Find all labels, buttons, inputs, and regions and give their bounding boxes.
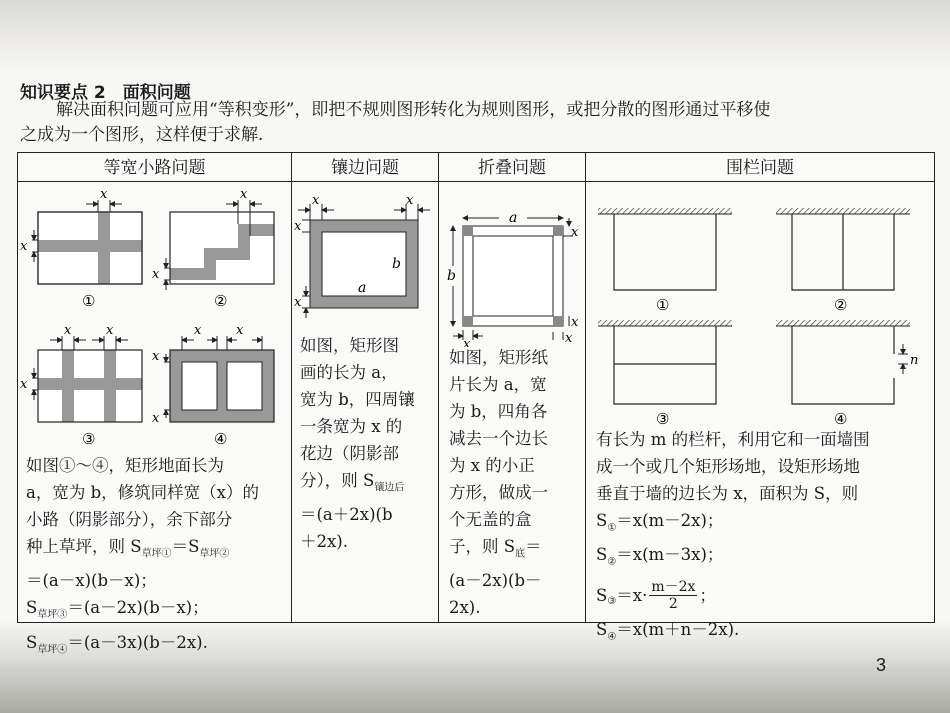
path-figure-2 <box>152 187 274 310</box>
x-label: x <box>236 323 244 338</box>
x-label: x <box>240 187 248 202</box>
figure-label-2: ② <box>214 292 228 310</box>
header-border: 镶边问题 <box>292 153 439 182</box>
header-fence: 围栏问题 <box>586 153 935 182</box>
x-label: x <box>20 377 28 392</box>
formula-line-1b: ＝(a－x)(b－x)； <box>26 571 157 591</box>
fence-figure-2 <box>776 208 910 314</box>
svg-text:④: ④ <box>834 410 848 428</box>
b-label: b <box>447 268 456 284</box>
x-label: x <box>106 323 114 338</box>
a-label: a <box>509 210 518 226</box>
folding-description: 如图，矩形纸 片长为 a，宽 为 b，四角各 减去一个边长 为 x 的小正 方形，做成一 个无盖的盒 子，则 $S_底=$ (a－2x)(b－ 2x). <box>449 344 583 621</box>
x-label: x <box>152 411 160 426</box>
area-problems-table <box>17 152 935 655</box>
x-label: x <box>565 331 573 346</box>
formula-line-3: $S_{草坪④}=(a-3x)(b-2x)$. <box>26 632 208 655</box>
x-label: x <box>571 225 579 240</box>
intro-line-2: 之成为一个图形，这样便于求解. <box>20 125 264 145</box>
text-line: 如图①～④，矩形地面长为 <box>26 456 224 475</box>
svg-text:①: ① <box>656 296 670 314</box>
folding-diagram <box>439 182 586 347</box>
x-label: x <box>463 337 471 347</box>
section-title: 知识要点 2 面积问题 <box>20 83 191 103</box>
header-paths: 等宽小路问题 <box>18 153 292 182</box>
header-folding: 折叠问题 <box>439 153 586 182</box>
border-diagram <box>292 182 439 332</box>
x-label: x <box>312 193 320 208</box>
fence-formula-3: S $_③$ ＝x· m－2x 2 ； <box>596 579 716 613</box>
figure-label-4: ④ <box>214 430 228 448</box>
x-label: x <box>294 219 302 234</box>
paths-diagrams <box>18 182 292 467</box>
fence-figure-4 <box>776 320 918 428</box>
text-line: a，宽为 b，修筑同样宽（x）的 <box>26 483 259 502</box>
text-line: 小路（阴影部分），余下部分 <box>26 510 233 529</box>
table-header-row <box>18 153 935 182</box>
path-figure-3 <box>20 323 142 448</box>
fence-diagrams <box>586 182 935 447</box>
border-description: 如图，矩形图 画的长为 a， 宽为 b，四周镶 一条宽为 x 的 花边（阴影部 分），则 $S_{镶边后}$ ＝(a＋2x)(b ＋2x). <box>300 332 435 555</box>
x-label: x <box>194 323 202 338</box>
fence-formula-1: $S_①=x(m-2x)$； <box>596 511 724 534</box>
a-label: a <box>358 280 367 296</box>
fraction: m－2x 2 <box>651 579 696 613</box>
path-figure-1 <box>20 187 142 310</box>
x-label: x <box>406 193 414 208</box>
fence-description: 有长为 m 的栏杆，利用它和一面墙围 成一个或几个矩形场地，设矩形场地 垂直于墙的边长为 x，面积为 S，则 $S_①=x(m-2x)$； $S_②=x(m-3x)$； S $_③$ ＝x· m－2x 2 ； $S_④=x(m+n-2x)$. <box>596 426 932 650</box>
svg-text:②: ② <box>834 296 848 314</box>
border-formula: 分），则 $S_{镶边后}$ <box>300 471 405 494</box>
x-label: x <box>152 267 160 282</box>
x-label: x <box>64 323 72 338</box>
x-label: x <box>152 349 160 364</box>
figure-label-1: ① <box>82 292 96 310</box>
page-number: 3 <box>876 655 887 675</box>
b-label: b <box>392 256 401 272</box>
folding-formula: 子，则 $S_底=$ <box>449 537 542 560</box>
intro-line-1: 解决面积问题可应用“等积变形”，即把不规则图形转化为规则图形，或把分散的图形通过平移使 <box>56 100 771 120</box>
x-label: x <box>294 295 302 310</box>
fence-formula-4: $S_④=x(m+n-2x)$. <box>596 619 740 642</box>
figure-label-3: ③ <box>82 430 96 448</box>
fence-figure-3 <box>598 320 732 428</box>
fence-cell <box>586 182 934 642</box>
fence-figure-1 <box>598 208 732 314</box>
table-body-row <box>18 182 935 623</box>
formula-line-2: $S_{草坪③}=(a-2x)(b-x)$； <box>26 598 209 621</box>
x-label: x <box>20 239 28 254</box>
n-label: n <box>910 353 919 368</box>
folding-cell <box>439 182 585 622</box>
background-top <box>0 0 950 75</box>
fence-formula-2: $S_②=x(m-3x)$； <box>596 545 724 568</box>
intro-paragraph <box>20 98 925 148</box>
path-figure-4 <box>152 323 274 448</box>
paths-cell <box>18 182 291 655</box>
svg-text:③: ③ <box>656 410 670 428</box>
formula-line-1: 种上草坪，则 $S_{草坪①}=S_{草坪②}$ <box>26 537 230 560</box>
border-cell <box>292 182 438 622</box>
x-label: x <box>571 315 579 330</box>
x-label: x <box>100 187 108 202</box>
paths-description <box>26 452 288 663</box>
